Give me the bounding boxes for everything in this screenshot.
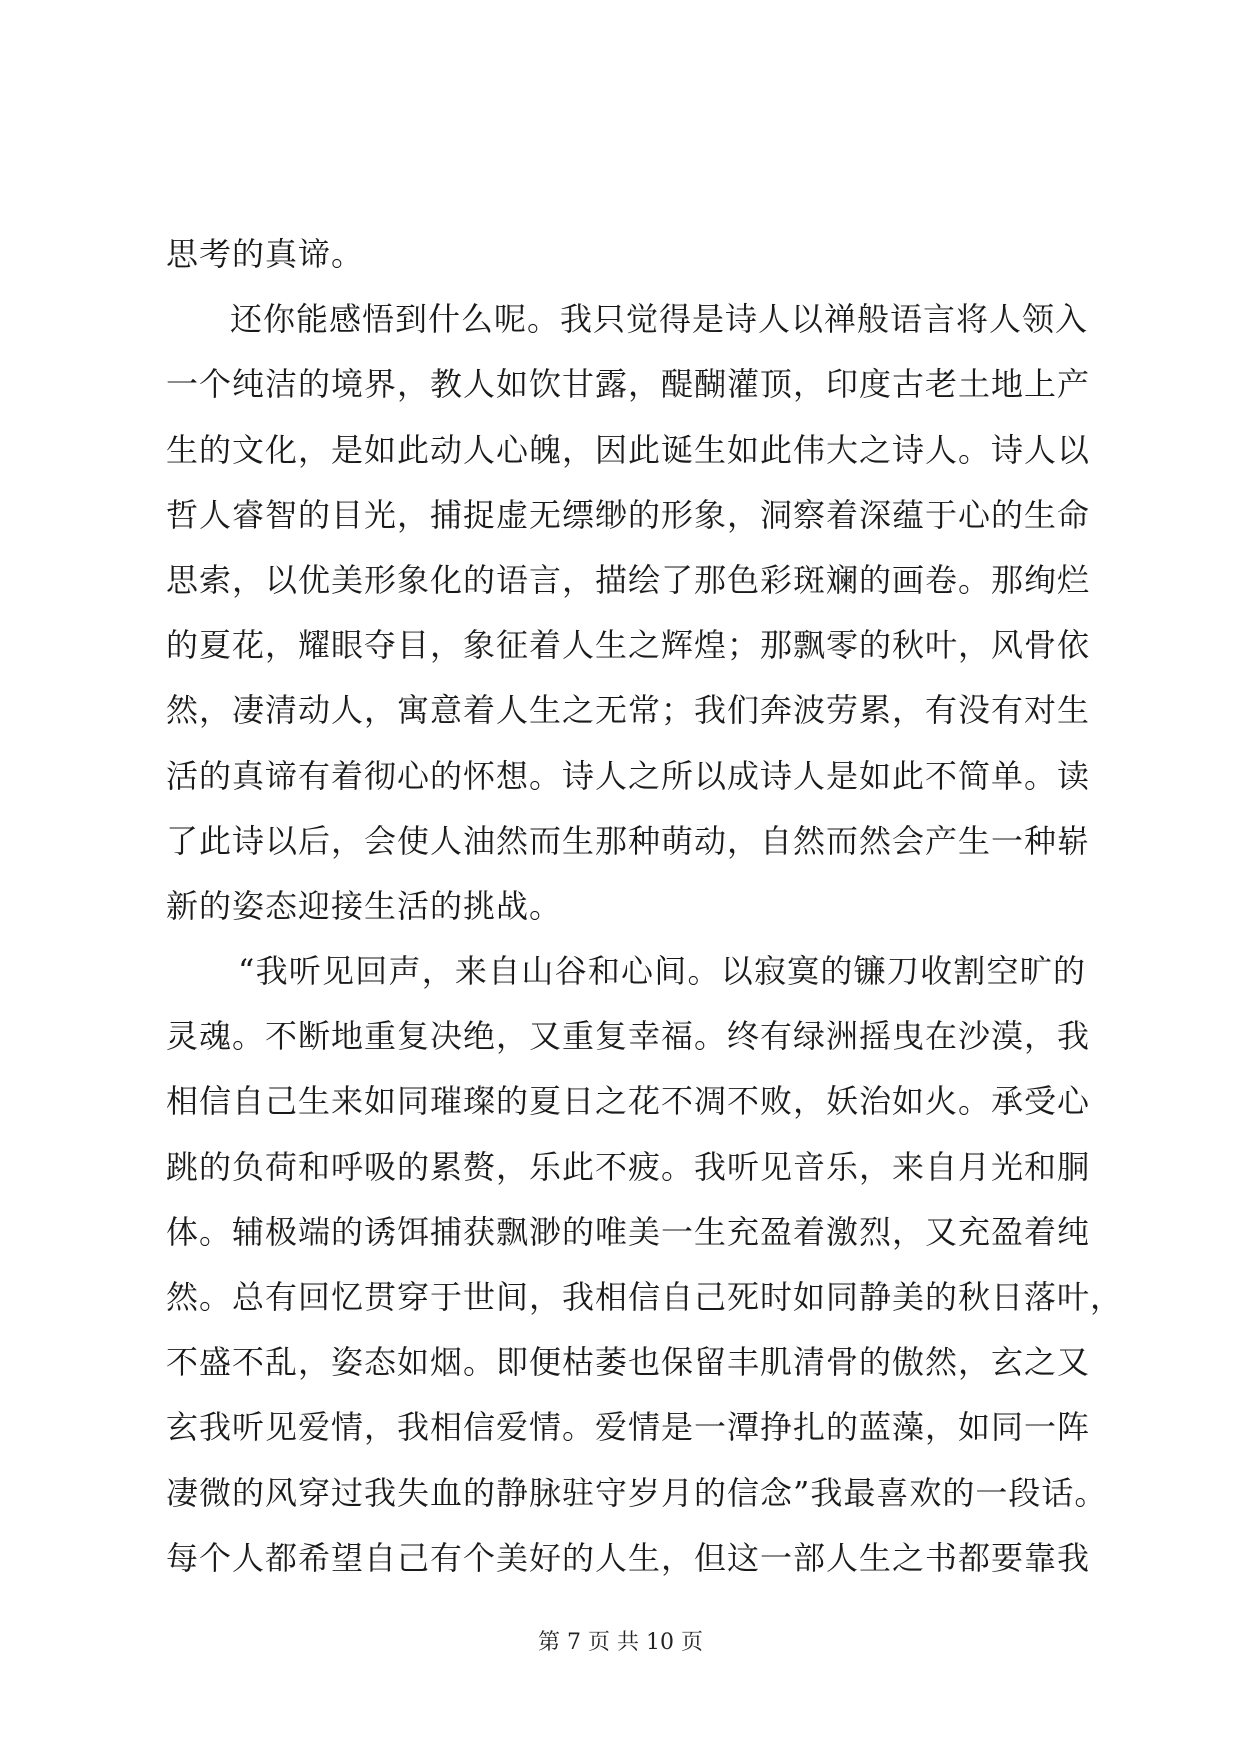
text-line: 思索，以优美形象化的语言，描绘了那色彩斑斓的画卷。那绚烂 — [166, 560, 1091, 599]
text-line: 相信自己生来如同璀璨的夏日之花不凋不败，妖治如火。承受心 — [166, 1082, 1091, 1121]
text-line: 体。辅极端的诱饵捕获飘渺的唯美一生充盈着激烈，又充盈着纯 — [166, 1212, 1091, 1251]
text-line: 了此诗以后，会使人油然而生那种萌动，自然而然会产生一种崭 — [166, 821, 1091, 860]
text-line: 生的文化，是如此动人心魄，因此诞生如此伟大之诗人。诗人以 — [166, 430, 1091, 469]
page-number-footer: 第 7 页 共 10 页 — [538, 1630, 703, 1655]
text-line: 思考的真谛。 — [166, 235, 365, 273]
text-line: 还你能感悟到什么呢。我只觉得是诗人以禅般语言将人领入 — [230, 300, 1089, 339]
text-line: 每个人都希望自己有个美好的人生，但这一部人生之书都要靠我 — [166, 1538, 1091, 1577]
body-text — [166, 222, 1124, 1591]
text-line: 一个纯洁的境界，教人如饮甘露，醍醐灌顶，印度古老土地上产 — [166, 365, 1091, 404]
text-line: 哲人睿智的目光，捕捉虚无缥缈的形象，洞察着深蕴于心的生命 — [166, 495, 1091, 534]
text-line: 然，凄清动人，寓意着人生之无常；我们奔波劳累，有没有对生 — [166, 691, 1091, 730]
text-line: 的夏花，耀眼夺目，象征着人生之辉煌；那飘零的秋叶，风骨依 — [166, 626, 1091, 665]
text-line: “我听见回声，来自山谷和心间。以寂寞的镰刀收割空旷的 — [238, 952, 1086, 991]
text-line: 新的姿态迎接生活的挑战。 — [166, 886, 563, 925]
text-line: 跳的负荷和呼吸的累赘，乐此不疲。我听见音乐，来自月光和胴 — [166, 1147, 1091, 1186]
text-line: 活的真谛有着彻心的怀想。诗人之所以成诗人是如此不简单。读 — [166, 756, 1091, 795]
text-line: 玄我听见爱情，我相信爱情。爱情是一潭挣扎的蓝藻，如同一阵 — [166, 1408, 1091, 1447]
text-line: 然。总有回忆贯穿于世间，我相信自己死时如同静美的秋日落叶， — [166, 1278, 1124, 1316]
text-line: 灵魂。不断地重复决绝，又重复幸福。终有绿洲摇曳在沙漠，我 — [166, 1017, 1091, 1056]
text-line: 凄微的风穿过我失血的静脉驻守岁月的信念”我最喜欢的一段话。 — [166, 1473, 1108, 1512]
text-line: 不盛不乱，姿态如烟。即便枯萎也保留丰肌清骨的傲然，玄之又 — [166, 1343, 1091, 1382]
